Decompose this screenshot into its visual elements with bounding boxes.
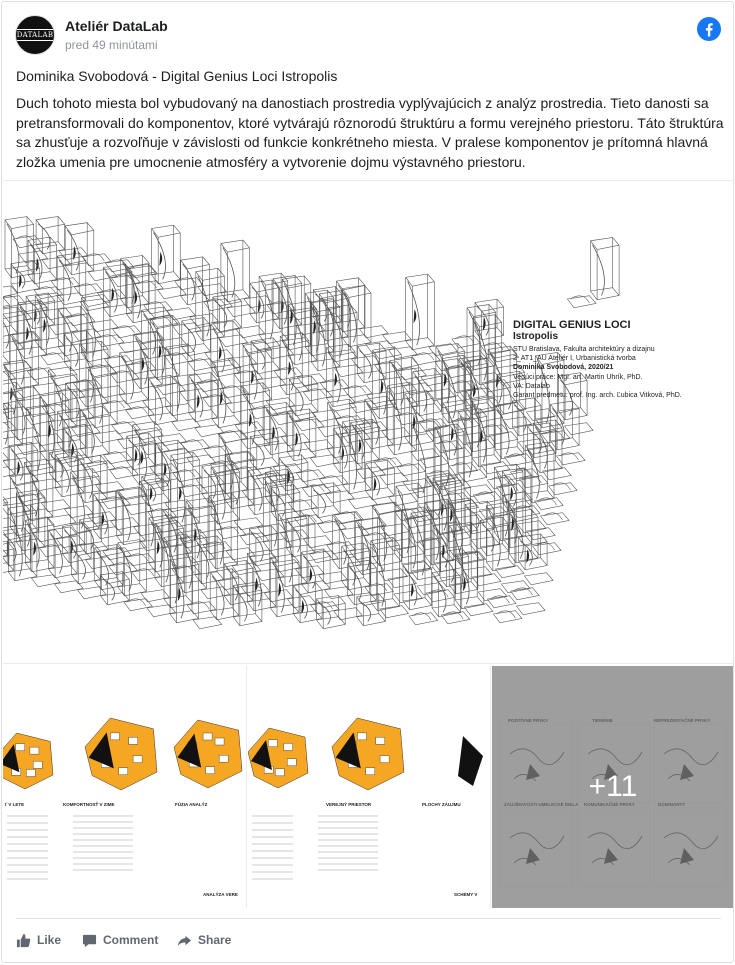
post-card <box>1 1 734 963</box>
share-button[interactable] <box>177 928 231 952</box>
hero-caption-va: VA: Datalab <box>513 382 550 390</box>
thumbnail-grid <box>3 666 734 908</box>
share-arrow-icon <box>177 933 192 948</box>
post-timestamp[interactable]: pred 49 minútami <box>65 38 158 52</box>
isometric-tiles <box>3 217 619 629</box>
hero-caption-advisor: Vedúci práce: Mgr. art. Martin Uhrík, PhD. <box>513 373 643 381</box>
thumb2-label-c: SCHÉMY V <box>454 892 478 897</box>
more-photos-count: +11 <box>588 770 638 803</box>
comment-bubble-icon <box>82 933 97 948</box>
thumb2-label-b: PLOCHY ZÁUJMU <box>422 802 461 807</box>
map-diagram <box>3 733 53 789</box>
hero-caption-subtitle: Istropolis <box>513 331 559 342</box>
map-diagram <box>174 720 242 788</box>
thumbs-up-icon <box>16 933 31 948</box>
actions-divider <box>16 918 721 919</box>
thumbnail-analyses[interactable] <box>3 666 247 908</box>
hero-caption-line2: 2_AT1_AU Ateliér I, Urbanistická tvorba <box>513 355 636 363</box>
thumb2-label-a: VEREJNÝ PRIESTOR <box>326 802 372 807</box>
post-body: Duch tohoto miesta bol vybudovaný na danostiach prostredia vyplývajúcich z analýz prostredia. Tieto danosti sa pretransformovali do komponentov, ktoré vytvárajú rôznorodú štruktúru a formu verejného priestoru. Táto štruktúra sa zhusťuje a rozvoľňuje v závislosti od funkcie konkrétneho miesta. V pralese komponentov je prítomná hlavná zložka umenia pre umocnenie atmosféry a vytvorenie dojmu výstavného priestoru. <box>16 95 724 170</box>
hero-caption-author: Dominika Svobodová, 2020/21 <box>513 364 614 372</box>
hero-caption <box>513 319 682 400</box>
hero-image[interactable] <box>3 180 734 664</box>
legend-lines <box>252 816 378 879</box>
thumb1-label-b: KOMFORTNOSŤ V ZIME <box>63 802 115 807</box>
map-diagram <box>85 718 157 790</box>
isometric-components-drawing <box>3 181 734 664</box>
hero-caption-line1: STU Bratislava, Fakulta architektúry a dizajnu <box>513 346 655 353</box>
map-diagram <box>332 718 404 790</box>
thumb1-label-a: ť V LETE <box>5 802 25 807</box>
avatar-text: DATALAB <box>16 31 54 39</box>
thumb1-label-c: FÚZIA ANALÝZ <box>175 802 208 807</box>
thumb1-label-d: ANALÝZA VERE <box>203 892 238 897</box>
avatar[interactable] <box>15 15 55 55</box>
legend-lines <box>7 816 133 879</box>
hero-caption-title: DIGITAL GENIUS LOCI <box>513 319 631 331</box>
like-button[interactable] <box>16 928 61 952</box>
post-actions <box>16 928 721 952</box>
public-space-maps-drawing <box>248 666 491 908</box>
author-name[interactable]: Ateliér DataLab <box>65 18 168 34</box>
like-label: Like <box>37 933 62 947</box>
facebook-logo-icon[interactable] <box>697 17 721 41</box>
comment-label: Comment <box>103 933 159 947</box>
thumbnail-more[interactable] <box>492 666 734 908</box>
map-diagram <box>248 728 308 788</box>
share-label: Share <box>198 933 232 947</box>
thumbnail-public-space[interactable] <box>248 666 491 908</box>
comment-button[interactable] <box>82 928 158 952</box>
more-photos-overlay[interactable] <box>492 666 734 908</box>
map-diagram <box>458 736 483 786</box>
analysis-maps-drawing <box>3 666 247 908</box>
post-title: Dominika Svobodová - Digital Genius Loci Istropolis <box>16 68 338 84</box>
post-header <box>15 15 721 57</box>
hero-caption-guarantor: Garant predmetu: prof. Ing. arch. Ľubica Vitková, PhD. <box>513 392 682 400</box>
